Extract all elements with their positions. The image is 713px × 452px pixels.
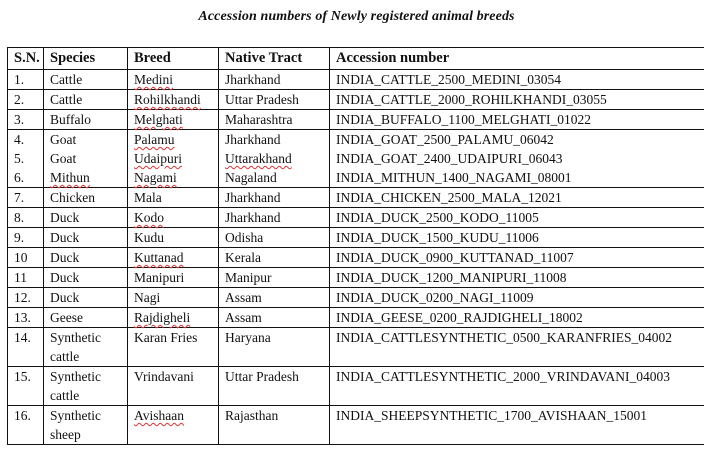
- cell-sn: 11: [8, 268, 44, 288]
- cell-native-tract: Manipur: [219, 268, 330, 288]
- header-native-tract: Native Tract: [219, 48, 330, 70]
- cell-breed: [128, 90, 219, 110]
- table-row: [8, 268, 704, 288]
- cell-accession: INDIA_CATTLESYNTHETIC_2000_VRINDAVANI_04003: [330, 367, 704, 406]
- cell-native-tract: Odisha: [219, 228, 330, 248]
- cell-sn: 3.: [8, 110, 44, 130]
- cell-native-tract: Uttar Pradesh: [219, 90, 330, 110]
- cell-accession: INDIA_MITHUN_1400_NAGAMI_08001: [330, 168, 704, 188]
- table-row: [8, 188, 704, 208]
- table-row: [8, 328, 704, 367]
- cell-sn: 2.: [8, 90, 44, 110]
- cell-species: Duck: [44, 248, 128, 268]
- cell-species: Duck: [44, 228, 128, 248]
- table-row: [8, 228, 704, 248]
- cell-native-tract: [219, 149, 330, 168]
- cell-native-tract: Nagaland: [219, 168, 330, 188]
- header-sn: S.N.: [8, 48, 44, 70]
- table-row: [8, 208, 704, 228]
- breed-name: Medini: [134, 72, 173, 87]
- cell-accession: INDIA_SHEEPSYNTHETIC_1700_AVISHAAN_15001: [330, 406, 704, 445]
- cell-breed: [128, 168, 219, 188]
- breed-name: Rajdigheli: [134, 310, 191, 325]
- cell-accession: INDIA_DUCK_1200_MANIPURI_11008: [330, 268, 704, 288]
- header-accession-number: Accession number: [330, 48, 704, 70]
- breed-name: Avishaan: [134, 408, 184, 423]
- cell-breed: Vrindavani: [128, 367, 219, 406]
- cell-accession: INDIA_CATTLE_2000_ROHILKHANDI_03055: [330, 90, 704, 110]
- breed-name: Melghati: [134, 112, 183, 127]
- cell-breed: Nagi: [128, 288, 219, 308]
- species-name: Mithun: [50, 170, 90, 185]
- cell-accession: INDIA_BUFFALO_1100_MELGHATI_01022: [330, 110, 704, 130]
- cell-accession: INDIA_DUCK_0900_KUTTANAD_11007: [330, 248, 704, 268]
- cell-breed: Manipuri: [128, 268, 219, 288]
- cell-breed: [128, 110, 219, 130]
- cell-breed: [128, 70, 219, 90]
- cell-native-tract: Jharkhand: [219, 130, 330, 150]
- cell-accession: INDIA_DUCK_1500_KUDU_11006: [330, 228, 704, 248]
- tract-name: Uttarakhand: [225, 151, 292, 166]
- table-row: [8, 168, 704, 188]
- cell-accession: INDIA_DUCK_2500_KODO_11005: [330, 208, 704, 228]
- cell-sn: 9.: [8, 228, 44, 248]
- cell-accession: INDIA_DUCK_0200_NAGI_11009: [330, 288, 704, 308]
- breed-name: Udaipuri: [134, 151, 182, 166]
- table-row: [8, 406, 704, 445]
- cell-species: Chicken: [44, 188, 128, 208]
- table-row: [8, 248, 704, 268]
- table-row: [8, 308, 704, 328]
- table-row: [8, 70, 704, 90]
- cell-species: Cattle: [44, 90, 128, 110]
- table-row: [8, 130, 704, 150]
- cell-species: Cattle: [44, 70, 128, 90]
- table-row: [8, 90, 704, 110]
- breed-name: Kodo: [134, 210, 164, 225]
- cell-sn: 10: [8, 248, 44, 268]
- cell-sn: 13.: [8, 308, 44, 328]
- cell-native-tract: Assam: [219, 308, 330, 328]
- cell-breed: [128, 248, 219, 268]
- cell-native-tract: Assam: [219, 288, 330, 308]
- cell-breed: [128, 149, 219, 168]
- cell-breed: [128, 406, 219, 445]
- table-row: [8, 367, 704, 406]
- cell-accession: INDIA_GOAT_2400_UDAIPURI_06043: [330, 149, 704, 168]
- document-title: Accession numbers of Newly registered animal breeds: [198, 9, 515, 24]
- cell-accession: INDIA_CHICKEN_2500_MALA_12021: [330, 188, 704, 208]
- table-row: [8, 288, 704, 308]
- cell-species: Synthetic sheep: [44, 406, 128, 445]
- cell-breed: Mala: [128, 188, 219, 208]
- cell-breed: Karan Fries: [128, 328, 219, 367]
- breed-name: Nagami: [134, 170, 177, 185]
- cell-accession: INDIA_CATTLESYNTHETIC_0500_KARANFRIES_04002: [330, 328, 704, 367]
- table-row: [8, 110, 704, 130]
- cell-sn: 12.: [8, 288, 44, 308]
- cell-breed: [128, 308, 219, 328]
- breed-name: Kuttanad: [134, 250, 184, 265]
- cell-accession: INDIA_GOAT_2500_PALAMU_06042: [330, 130, 704, 150]
- cell-sn: 14.: [8, 328, 44, 367]
- cell-breed: Kudu: [128, 228, 219, 248]
- cell-native-tract: Jharkhand: [219, 70, 330, 90]
- cell-native-tract: Maharashtra: [219, 110, 330, 130]
- cell-accession: INDIA_GEESE_0200_RAJDIGHELI_18002: [330, 308, 704, 328]
- cell-species: Synthetic cattle: [44, 367, 128, 406]
- cell-sn: 16.: [8, 406, 44, 445]
- table-header-row: [8, 48, 704, 70]
- cell-native-tract: Haryana: [219, 328, 330, 367]
- cell-sn: 5.: [8, 149, 44, 168]
- cell-native-tract: Rajasthan: [219, 406, 330, 445]
- cell-sn: 7.: [8, 188, 44, 208]
- cell-sn: 8.: [8, 208, 44, 228]
- cell-native-tract: Kerala: [219, 248, 330, 268]
- breed-name: Rohilkhandi: [134, 92, 201, 107]
- cell-species: [44, 168, 128, 188]
- cell-species: Synthetic cattle: [44, 328, 128, 367]
- header-species: Species: [44, 48, 128, 70]
- cell-species: Goat: [44, 130, 128, 150]
- cell-breed: [128, 130, 219, 150]
- cell-accession: INDIA_CATTLE_2500_MEDINI_03054: [330, 70, 704, 90]
- cell-breed: [128, 208, 219, 228]
- cell-species: Duck: [44, 208, 128, 228]
- cell-sn: 15.: [8, 367, 44, 406]
- cell-species: Geese: [44, 308, 128, 328]
- breed-name: Palamu: [134, 132, 175, 147]
- cell-sn: 4.: [8, 130, 44, 150]
- cell-sn: 6.: [8, 168, 44, 188]
- table-row: [8, 149, 704, 168]
- cell-species: Duck: [44, 268, 128, 288]
- header-breed: Breed: [128, 48, 219, 70]
- cell-species: Goat: [44, 149, 128, 168]
- cell-native-tract: Jharkhand: [219, 188, 330, 208]
- cell-species: Buffalo: [44, 110, 128, 130]
- cell-native-tract: Uttar Pradesh: [219, 367, 330, 406]
- cell-sn: 1.: [8, 70, 44, 90]
- cell-native-tract: Jharkhand: [219, 208, 330, 228]
- cell-species: Duck: [44, 288, 128, 308]
- accession-table: [7, 47, 704, 445]
